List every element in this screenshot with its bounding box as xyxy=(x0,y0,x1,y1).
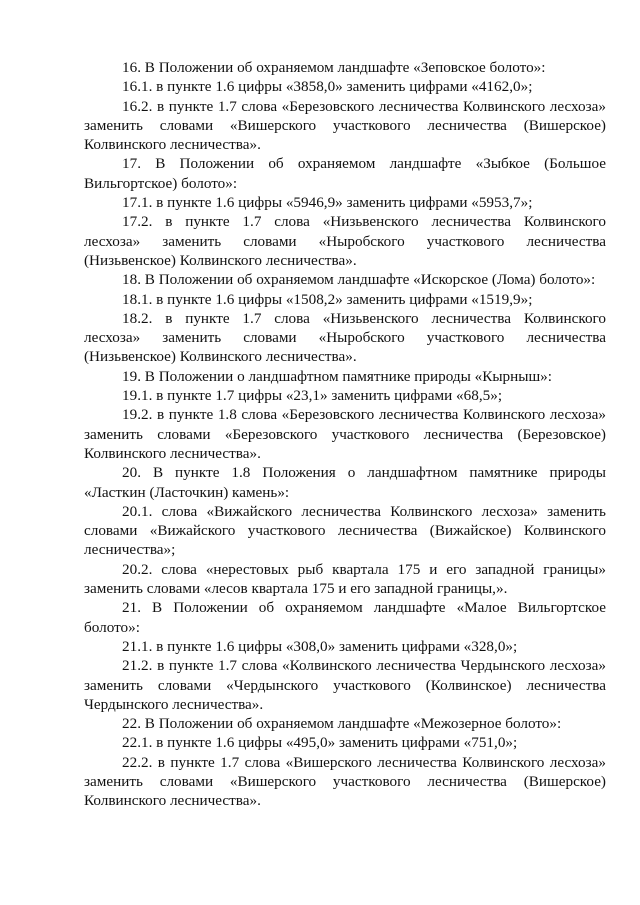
text-line: болото»: xyxy=(84,618,140,636)
text-line: 19. В Положении о ландшафтном памятнике природы «Кырныш»: xyxy=(122,367,552,385)
text-line: Вильгортское) болото»: xyxy=(84,174,238,192)
text-line: 20.2. слова «нерестовых рыб квартала 175 и его западной границы» xyxy=(122,560,606,578)
paragraph-16-2 xyxy=(84,97,606,155)
text-line: «Ласткин (Ласточкин) камень»: xyxy=(84,483,290,501)
text-line: 16.2. в пункте 1.7 слова «Березовского лесничества Колвинского лесхоза» xyxy=(122,97,606,115)
text-line: Колвинского лесничества». xyxy=(84,136,261,154)
text-line: лесхоза» заменить словами «Ныробского участкового лесничества xyxy=(84,329,606,347)
text-line: лесхоза» заменить словами «Ныробского участкового лесничества xyxy=(84,232,606,250)
text-line: 21.1. в пункте 1.6 цифры «308,0» заменить цифрами «328,0»; xyxy=(122,637,518,655)
text-line: 20. В пункте 1.8 Положения о ландшафтном памятнике природы xyxy=(122,464,606,482)
text-line: лесничества»; xyxy=(84,541,176,559)
text-line: словами «Вижайского участкового лесничества (Вижайское) Колвинского xyxy=(84,522,606,540)
paragraph-19 xyxy=(84,367,606,386)
text-line: 21.2. в пункте 1.7 слова «Колвинского лесничества Чердынского лесхоза» xyxy=(122,657,606,675)
paragraph-21-1 xyxy=(84,637,606,656)
text-line: заменить словами «лесов квартала 175 и его западной границы,». xyxy=(84,580,508,598)
text-line: 22.1. в пункте 1.6 цифры «495,0» заменить цифрами «751,0»; xyxy=(122,734,518,752)
paragraph-19-1 xyxy=(84,386,606,405)
text-line: Чердынского лесничества». xyxy=(84,695,264,713)
document-page xyxy=(84,58,606,811)
text-line: 16. В Положении об охраняемом ландшафте «Зеповское болото»: xyxy=(122,59,546,76)
paragraph-20-2 xyxy=(84,560,606,599)
text-line: 20.1. слова «Вижайского лесничества Колвинского лесхоза» заменить xyxy=(122,502,606,520)
text-line: 21. В Положении об охраняемом ландшафте «Малое Вильгортское xyxy=(122,599,606,617)
paragraph-20 xyxy=(84,463,606,502)
text-line: заменить словами «Вишерского участкового лесничества (Вишерское) xyxy=(84,772,606,790)
text-line: 19.1. в пункте 1.7 цифры «23,1» заменить цифрами «68,5»; xyxy=(122,387,503,405)
text-line: (Низьвенское) Колвинского лесничества». xyxy=(84,348,357,366)
text-line: 17.2. в пункте 1.7 слова «Низьвенского лесничества Колвинского xyxy=(122,213,606,231)
text-line: 17.1. в пункте 1.6 цифры «5946,9» заменить цифрами «5953,7»; xyxy=(122,194,533,212)
text-line: заменить словами «Чердынского участкового (Колвинское) лесничества xyxy=(84,676,606,694)
paragraph-16 xyxy=(84,58,606,77)
text-line: 18.1. в пункте 1.6 цифры «1508,2» заменить цифрами «1519,9»; xyxy=(122,290,533,308)
paragraph-21-2 xyxy=(84,656,606,714)
text-line: 18. В Положении об охраняемом ландшафте «Искорское (Лома) болото»: xyxy=(122,271,596,289)
text-line: 22. В Положении об охраняемом ландшафте «Межозерное болото»: xyxy=(122,715,562,733)
text-line: заменить словами «Вишерского участкового лесничества (Вишерское) xyxy=(84,116,606,134)
text-line: 17. В Положении об охраняемом ландшафте «Зыбкое (Большое xyxy=(122,155,606,173)
paragraph-16-1 xyxy=(84,77,606,96)
paragraph-21 xyxy=(84,598,606,637)
paragraph-17 xyxy=(84,154,606,193)
text-line: заменить словами «Березовского участкового лесничества (Березовское) xyxy=(84,425,606,443)
paragraph-22 xyxy=(84,714,606,733)
paragraph-20-1 xyxy=(84,502,606,560)
text-line: 16.1. в пункте 1.6 цифры «3858,0» заменить цифрами «4162,0»; xyxy=(122,78,533,96)
text-line: (Низьвенское) Колвинского лесничества». xyxy=(84,251,357,269)
text-line: 22.2. в пункте 1.7 слова «Вишерского лесничества Колвинского лесхоза» xyxy=(122,753,606,771)
text-line: Колвинского лесничества». xyxy=(84,444,261,462)
paragraph-19-2 xyxy=(84,405,606,463)
paragraph-22-1 xyxy=(84,733,606,752)
paragraph-18-1 xyxy=(84,290,606,309)
paragraph-18 xyxy=(84,270,606,289)
text-line: Колвинского лесничества». xyxy=(84,792,261,810)
paragraph-18-2 xyxy=(84,309,606,367)
paragraph-17-2 xyxy=(84,212,606,270)
text-line: 19.2. в пункте 1.8 слова «Березовского лесничества Колвинского лесхоза» xyxy=(122,406,606,424)
paragraph-17-1 xyxy=(84,193,606,212)
paragraph-22-2 xyxy=(84,753,606,811)
text-line: 18.2. в пункте 1.7 слова «Низьвенского лесничества Колвинского xyxy=(122,309,606,327)
